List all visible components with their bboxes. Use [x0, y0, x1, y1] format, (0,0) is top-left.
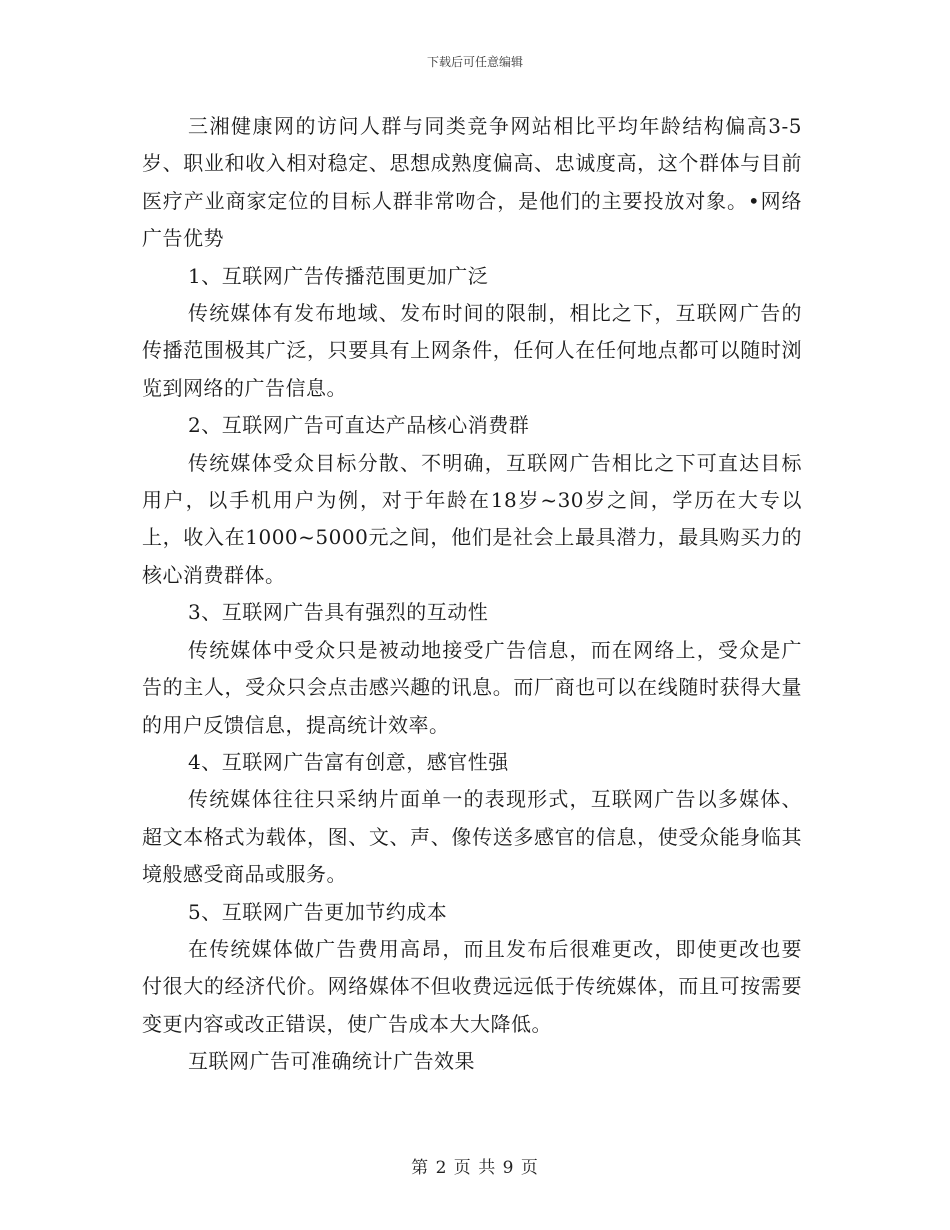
page-number: 第 2 页 共 9 页 [411, 1158, 539, 1178]
document-body [142, 108, 802, 1081]
heading-point-3: 3、互联网广告具有强烈的互动性 [188, 600, 489, 625]
paragraph-point-1: 传统媒体有发布地域、发布时间的限制，相比之下，互联网广告的传播范围极其广泛，只要具有上网条件，任何人在任何地点都可以随时浏览到网络的广告信息。 [142, 301, 802, 400]
heading-point-5: 5、互联网广告更加节约成本 [188, 899, 448, 924]
heading-point-4: 4、互联网广告富有创意，感官性强 [188, 749, 509, 774]
paragraph-point-5: 在传统媒体做广告费用高昂，而且发布后很难更改，即使更改也要付很大的经济代价。网络媒体不但收费远远低于传统媒体，而且可按需要变更内容或改正错误，使广告成本大大降低。 [142, 936, 802, 1036]
heading-point-6: 互联网广告可准确统计广告效果 [188, 1049, 475, 1074]
heading-point-2: 2、互联网广告可直达产品核心消费群 [188, 413, 530, 438]
paragraph-point-3: 传统媒体中受众只是被动地接受广告信息，而在网络上，受众是广告的主人，受众只会点击感兴趣的讯息。而厂商也可以在线随时获得大量的用户反馈信息，提高统计效率。 [142, 637, 802, 737]
heading-point-1: 1、互联网广告传播范围更加广泛 [188, 263, 489, 288]
paragraph-point-4: 传统媒体往往只采纳片面单一的表现形式，互联网广告以多媒体、超文本格式为载体，图、文、声、像传送多感官的信息，使受众能身临其境般感受商品或服务。 [142, 787, 802, 887]
paragraph-intro: 三湘健康网的访问人群与同类竞争网站相比平均年龄结构偏高3-5岁、职业和收入相对稳定、思想成熟度偏高、忠诚度高，这个群体与目前医疗产业商家定位的目标人群非常吻合，是他们的主要投放对象。•网络广告优势 [142, 114, 802, 251]
paragraph-point-2: 传统媒体受众目标分散、不明确，互联网广告相比之下可直达目标用户，以手机用户为例，对于年龄在18岁~30岁之间，学历在大专以上，收入在1000~5000元之间，他们是社会上最具潜力，最具购买力的核心消费群体。 [142, 450, 802, 587]
page-header: 下载后可任意编辑 [426, 55, 523, 69]
